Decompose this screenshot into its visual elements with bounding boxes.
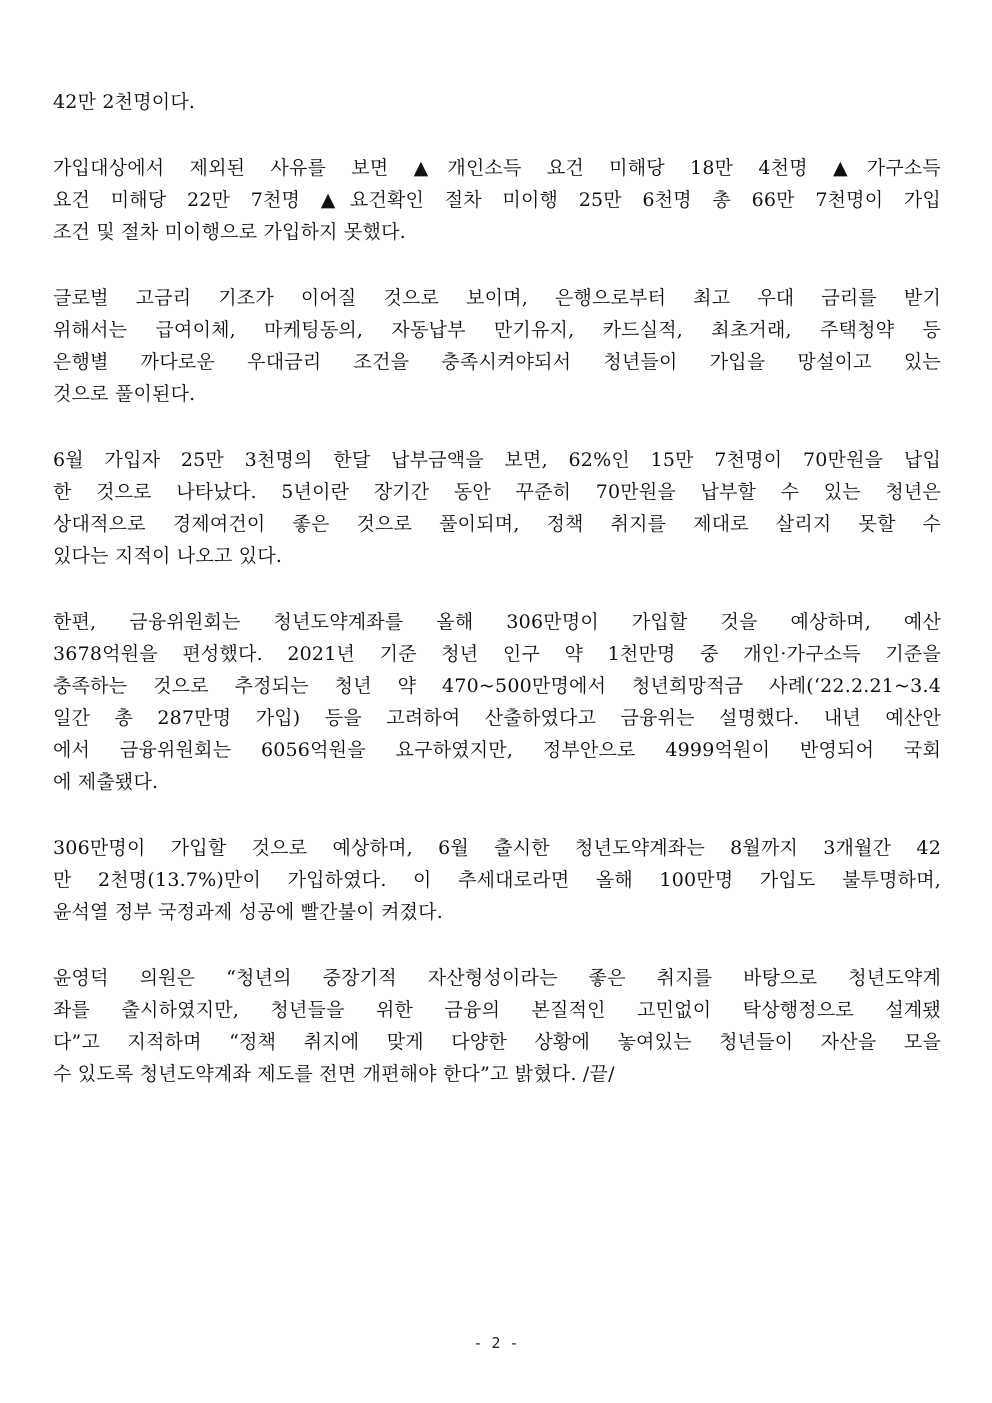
text-line: 요건 미해당 22만 7천명 ▲요건확인 절차 미이행 25만 6천명 총 66만 7천명이 가입 (53, 189, 941, 211)
paragraph-exclusion-reasons (53, 152, 941, 248)
text-line: 충족하는 것으로 추정되는 청년 약 470~500만명에서 청년희망적금 사례(‘22.2.21~3.4 (53, 675, 941, 697)
text-line: 글로벌 고금리 기조가 이어질 것으로 보이며, 은행으로부터 최고 우대 금리를 받기 (53, 287, 941, 309)
text-line: 일간 총 287만명 가입) 등을 고려하여 산출하였다고 금융위는 설명했다. 내년 예산안 (53, 707, 941, 729)
text-line: 상대적으로 경제여건이 좋은 것으로 풀이되며, 정책 취지를 제대로 살리지 못할 수 (53, 513, 941, 535)
text-line: 좌를 출시하였지만, 청년들을 위한 금융의 본질적인 고민없이 탁상행정으로 설계됐 (53, 999, 941, 1021)
text-line: 에 제출됐다. (53, 771, 159, 793)
text-line: 한 것으로 나타났다. 5년이란 장기간 동안 꾸준히 70만원을 납부할 수 있는 청년은 (53, 481, 941, 503)
text-line: 6월 가입자 25만 3천명의 한달 납부금액을 보면, 62%인 15만 7천명이 70만원을 납입 (53, 449, 941, 471)
text-line: 있다는 지적이 나오고 있다. (53, 545, 283, 567)
paragraph-payment-amount (53, 444, 941, 572)
paragraph-continuation (53, 86, 941, 118)
text-line: 은행별 까다로운 우대금리 조건을 충족시켜야되서 청년들이 가입을 망설이고 있는 (53, 351, 941, 373)
paragraph-lawmaker-quote (53, 962, 941, 1090)
text-line: 조건 및 절차 미이행으로 가입하지 못했다. (53, 221, 406, 243)
text-line: 만 2천명(13.7%)만이 가입하였다. 이 추세대로라면 올해 100만명 가입도 불투명하며, (53, 869, 941, 891)
text-line: 에서 금융위원회는 6056억원을 요구하였지만, 정부안으로 4999억원이 반영되어 국회 (53, 739, 941, 761)
paragraph-interest-rate (53, 282, 941, 410)
text-line: 윤석열 정부 국정과제 성공에 빨간불이 켜졌다. (53, 901, 443, 923)
text-line: 306만명이 가입할 것으로 예상하며, 6월 출시한 청년도약계좌는 8월까지 3개월간 42 (53, 837, 941, 859)
text-line: 윤영덕 의원은 “청년의 중장기적 자산형성이라는 좋은 취지를 바탕으로 청년도약계 (53, 967, 941, 989)
text-line: 42만 2천명이다. (53, 91, 196, 113)
text-line: 3678억원을 편성했다. 2021년 기준 청년 인구 약 1천만명 중 개인·가구소득 기준을 (53, 643, 941, 665)
text-line: 한편, 금융위원회는 청년도약계좌를 올해 306만명이 가입할 것을 예상하며, 예산 (53, 611, 941, 633)
text-line: 가입대상에서 제외된 사유를 보면 ▲개인소득 요건 미해당 18만 4천명 ▲가구소득 (53, 157, 941, 179)
document-body (53, 86, 941, 1124)
text-line: 위해서는 급여이체, 마케팅동의, 자동납부 만기유지, 카드실적, 최초거래, 주택청약 등 (53, 319, 941, 341)
paragraph-signup-trend (53, 832, 941, 928)
text-line: 수 있도록 청년도약계좌 제도를 전면 개편해야 한다”고 밝혔다. /끝/ (53, 1063, 615, 1085)
text-line: 것으로 풀이된다. (53, 383, 196, 405)
paragraph-budget (53, 606, 941, 798)
text-line: 다”고 지적하며 “정책 취지에 맞게 다양한 상황에 놓여있는 청년들이 자산을 모을 (53, 1031, 941, 1053)
page-number: - 2 - (473, 1334, 519, 1352)
